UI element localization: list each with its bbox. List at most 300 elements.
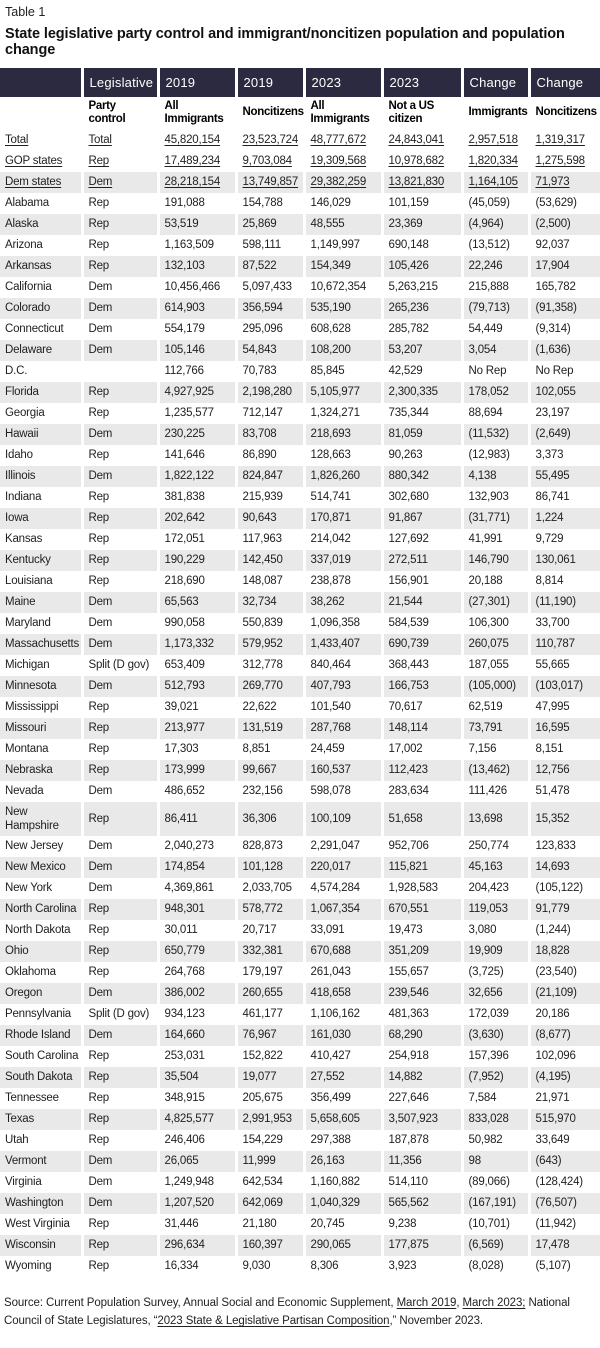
- cell-2019-noncitizens[interactable]: 13,749,857: [236, 172, 304, 193]
- cell-change-immigrants: (8,028): [462, 1256, 529, 1277]
- cell-2023-not-us-citizen: 514,110: [382, 1172, 462, 1193]
- header-2023-not-us-citizen: Not a US citizen: [382, 97, 462, 130]
- table-row: [0, 193, 600, 214]
- cell-2023-all-immigrants: 238,878: [304, 571, 382, 592]
- cell-party-control: Rep: [82, 1256, 158, 1277]
- cell-2023-not-us-citizen: 112,423: [382, 760, 462, 781]
- cell-2019-all-immigrants: 164,660: [158, 1025, 236, 1046]
- cell-change-noncitizens: 17,478: [529, 1235, 600, 1256]
- cell-2019-noncitizens[interactable]: 23,523,724: [236, 130, 304, 151]
- cell-2023-all-immigrants: 1,149,997: [304, 235, 382, 256]
- cell-2023-not-us-citizen: 880,342: [382, 466, 462, 487]
- cell-2019-noncitizens: 21,180: [236, 1214, 304, 1235]
- cell-2023-not-us-citizen: 166,753: [382, 676, 462, 697]
- cell-2023-all-immigrants: 1,106,162: [304, 1004, 382, 1025]
- cell-change-noncitizens: (91,358): [529, 298, 600, 319]
- cell-party-control: Dem: [82, 1025, 158, 1046]
- cell-2019-all-immigrants: 16,334: [158, 1256, 236, 1277]
- cell-2023-not-us-citizen: 227,646: [382, 1088, 462, 1109]
- cell-change-noncitizens: 17,904: [529, 256, 600, 277]
- cell-state[interactable]: Dem states: [5, 176, 62, 189]
- cell-2019-noncitizens: 101,128: [236, 857, 304, 878]
- cell-party-control: Dem: [82, 1172, 158, 1193]
- cell-2019-all-immigrants: 35,504: [158, 1067, 236, 1088]
- cell-2023-not-us-citizen: 3,923: [382, 1256, 462, 1277]
- cell-2019-all-immigrants: 486,652: [158, 781, 236, 802]
- cell-2023-not-us-citizen: 127,692: [382, 529, 462, 550]
- table-row: [0, 676, 600, 697]
- cell-2023-not-us-citizen: 2,300,335: [382, 382, 462, 403]
- cell-party-control: Split (D gov): [82, 1004, 158, 1025]
- table-row: [0, 878, 600, 899]
- cell-state: Missouri: [5, 722, 47, 735]
- cell-2019-noncitizens: 5,097,433: [236, 277, 304, 298]
- cell-party-control: Rep: [82, 508, 158, 529]
- cell-2023-all-immigrants: 218,693: [304, 424, 382, 445]
- cell-2019-noncitizens: 36,306: [236, 802, 304, 836]
- cell-2023-all-immigrants[interactable]: 29,382,259: [304, 172, 382, 193]
- cell-2019-noncitizens: 550,839: [236, 613, 304, 634]
- cell-2023-not-us-citizen: 42,529: [382, 361, 462, 382]
- cell-2019-all-immigrants: 650,779: [158, 941, 236, 962]
- cell-2023-all-immigrants: 410,427: [304, 1046, 382, 1067]
- cell-state: Texas: [5, 1113, 35, 1126]
- cell-2023-all-immigrants: 160,537: [304, 760, 382, 781]
- cell-2023-all-immigrants: 356,499: [304, 1088, 382, 1109]
- source-text-mid: National Council of State Legislatures, “: [4, 1297, 570, 1328]
- cell-change-immigrants: (7,952): [462, 1067, 529, 1088]
- cell-change-immigrants: (4,964): [462, 214, 529, 235]
- cell-change-immigrants: 22,246: [462, 256, 529, 277]
- cell-change-noncitizens: No Rep: [529, 361, 600, 382]
- cell-party-control: Rep: [82, 962, 158, 983]
- cell-2019-noncitizens: 642,069: [236, 1193, 304, 1214]
- cell-state: Oklahoma: [5, 966, 56, 979]
- cell-2019-noncitizens: 117,963: [236, 529, 304, 550]
- cell-change-immigrants: 41,991: [462, 529, 529, 550]
- cell-change-noncitizens: (1,636): [529, 340, 600, 361]
- cell-2023-not-us-citizen: 105,426: [382, 256, 462, 277]
- cell-2023-all-immigrants: 1,040,329: [304, 1193, 382, 1214]
- cell-2023-not-us-citizen: 265,236: [382, 298, 462, 319]
- table-row: [0, 1235, 600, 1256]
- table-row: [0, 1172, 600, 1193]
- cell-state: Kansas: [5, 533, 43, 546]
- table-row: [0, 592, 600, 613]
- cell-change-noncitizens: 51,478: [529, 781, 600, 802]
- cell-party-control: Rep: [82, 697, 158, 718]
- cell-2023-all-immigrants: 598,078: [304, 781, 382, 802]
- cell-2023-not-us-citizen: 21,544: [382, 592, 462, 613]
- source-link-march-2019[interactable]: March 2019: [396, 1297, 457, 1310]
- cell-2019-noncitizens: 824,847: [236, 466, 304, 487]
- cell-2019-all-immigrants[interactable]: 28,218,154: [158, 172, 236, 193]
- table-row: [0, 319, 600, 340]
- cell-2023-not-us-citizen: 283,634: [382, 781, 462, 802]
- cell-2023-all-immigrants: 1,324,271: [304, 403, 382, 424]
- cell-2019-all-immigrants: 39,021: [158, 697, 236, 718]
- table-row: [0, 487, 600, 508]
- cell-2023-not-us-citizen: 254,918: [382, 1046, 462, 1067]
- cell-state: North Dakota: [5, 924, 71, 937]
- source-link-partisan-composition[interactable]: 2023 State & Legislative Partisan Composition: [157, 1315, 390, 1328]
- cell-2023-not-us-citizen: 351,209: [382, 941, 462, 962]
- cell-state: Wisconsin: [5, 1239, 56, 1252]
- cell-party-control: Dem: [82, 676, 158, 697]
- cell-2019-noncitizens: 828,873: [236, 836, 304, 857]
- cell-party-control: Rep: [82, 920, 158, 941]
- cell-2023-not-us-citizen: 239,546: [382, 983, 462, 1004]
- cell-change-immigrants: 119,053: [462, 899, 529, 920]
- cell-2019-noncitizens: 86,890: [236, 445, 304, 466]
- table-row: [0, 550, 600, 571]
- cell-2023-all-immigrants: 33,091: [304, 920, 382, 941]
- cell-2023-all-immigrants: 297,388: [304, 1130, 382, 1151]
- table-row: [0, 1067, 600, 1088]
- table-row: [0, 857, 600, 878]
- cell-2019-all-immigrants: 1,249,948: [158, 1172, 236, 1193]
- table-row: [0, 1046, 600, 1067]
- cell-change-immigrants[interactable]: 2,957,518: [462, 130, 529, 151]
- cell-change-noncitizens[interactable]: 71,973: [529, 172, 600, 193]
- cell-party-control: Rep: [82, 529, 158, 550]
- cell-state: Hawaii: [5, 428, 39, 441]
- cell-change-immigrants: (11,532): [462, 424, 529, 445]
- cell-2019-all-immigrants: 190,229: [158, 550, 236, 571]
- cell-2023-all-immigrants: 608,628: [304, 319, 382, 340]
- cell-change-immigrants: 3,054: [462, 340, 529, 361]
- cell-2023-all-immigrants: 1,067,354: [304, 899, 382, 920]
- page-title: State legislative party control and immigrant/noncitizen population and population change: [5, 26, 565, 58]
- cell-2019-noncitizens: 83,708: [236, 424, 304, 445]
- cell-2019-noncitizens: 712,147: [236, 403, 304, 424]
- cell-2023-all-immigrants: 5,105,977: [304, 382, 382, 403]
- cell-change-noncitizens: (9,314): [529, 319, 600, 340]
- cell-change-noncitizens: (53,629): [529, 193, 600, 214]
- table-row: [0, 613, 600, 634]
- cell-party-control: Rep: [82, 1130, 158, 1151]
- cell-change-noncitizens: (643): [529, 1151, 600, 1172]
- cell-change-immigrants: 62,519: [462, 697, 529, 718]
- cell-2019-all-immigrants: 202,642: [158, 508, 236, 529]
- cell-state: Vermont: [5, 1155, 47, 1168]
- cell-party-control: Rep: [82, 193, 158, 214]
- cell-party-control: Rep: [82, 739, 158, 760]
- cell-change-immigrants: (6,569): [462, 1235, 529, 1256]
- cell-2023-all-immigrants: 24,459: [304, 739, 382, 760]
- header-label-row: [0, 97, 600, 130]
- cell-state[interactable]: Total: [5, 134, 29, 147]
- cell-state: Pennsylvania: [5, 1008, 72, 1021]
- cell-2019-all-immigrants: 934,123: [158, 1004, 236, 1025]
- cell-2023-all-immigrants: 146,029: [304, 193, 382, 214]
- source-text-suffix: ,” November 2023.: [389, 1315, 483, 1328]
- cell-2023-not-us-citizen: 584,539: [382, 613, 462, 634]
- cell-2023-all-immigrants: 101,540: [304, 697, 382, 718]
- cell-2019-all-immigrants: 948,301: [158, 899, 236, 920]
- cell-party-control: Rep: [82, 1235, 158, 1256]
- cell-2023-not-us-citizen: 91,867: [382, 508, 462, 529]
- cell-change-immigrants: (31,771): [462, 508, 529, 529]
- cell-change-noncitizens: 21,971: [529, 1088, 600, 1109]
- source-link-march-2023[interactable]: March 2023;: [462, 1297, 526, 1310]
- cell-state: Utah: [5, 1134, 29, 1147]
- table-row: [0, 1151, 600, 1172]
- cell-change-immigrants: 187,055: [462, 655, 529, 676]
- cell-change-immigrants: 215,888: [462, 277, 529, 298]
- cell-change-noncitizens: 14,693: [529, 857, 600, 878]
- cell-change-immigrants: 98: [462, 1151, 529, 1172]
- cell-2019-noncitizens: 598,111: [236, 235, 304, 256]
- cell-2019-all-immigrants: 30,011: [158, 920, 236, 941]
- cell-state: Rhode Island: [5, 1029, 71, 1042]
- cell-party-control[interactable]: Total: [82, 130, 158, 151]
- cell-2023-not-us-citizen: 115,821: [382, 857, 462, 878]
- table-row: [0, 634, 600, 655]
- cell-change-immigrants: No Rep: [462, 361, 529, 382]
- cell-2023-all-immigrants: 418,658: [304, 983, 382, 1004]
- cell-2023-not-us-citizen: 690,739: [382, 634, 462, 655]
- cell-party-control: Split (D gov): [82, 655, 158, 676]
- cell-2023-all-immigrants: 290,065: [304, 1235, 382, 1256]
- cell-2023-not-us-citizen: 1,928,583: [382, 878, 462, 899]
- cell-state: New Mexico: [5, 861, 66, 874]
- cell-2023-not-us-citizen: 53,207: [382, 340, 462, 361]
- cell-2019-noncitizens: 70,783: [236, 361, 304, 382]
- cell-2019-all-immigrants: 296,634: [158, 1235, 236, 1256]
- cell-2019-noncitizens: 131,519: [236, 718, 304, 739]
- cell-2023-not-us-citizen: 81,059: [382, 424, 462, 445]
- cell-change-immigrants: 260,075: [462, 634, 529, 655]
- cell-2019-all-immigrants: 86,411: [158, 802, 236, 836]
- cell-state: New Jersey: [5, 840, 64, 853]
- cell-2019-all-immigrants: 173,999: [158, 760, 236, 781]
- table-row: [0, 277, 600, 298]
- cell-2023-all-immigrants: 4,574,284: [304, 878, 382, 899]
- cell-state: California: [5, 281, 52, 294]
- table-body: [0, 130, 600, 1277]
- cell-change-immigrants: (167,191): [462, 1193, 529, 1214]
- cell-party-control: Rep: [82, 1088, 158, 1109]
- cell-change-immigrants: 3,080: [462, 920, 529, 941]
- cell-2023-all-immigrants: 1,433,407: [304, 634, 382, 655]
- cell-2019-all-immigrants: 174,854: [158, 857, 236, 878]
- cell-2023-not-us-citizen[interactable]: 24,843,041: [382, 130, 462, 151]
- cell-2019-noncitizens: 332,381: [236, 941, 304, 962]
- cell-2019-all-immigrants: 65,563: [158, 592, 236, 613]
- cell-party-control: Rep: [82, 256, 158, 277]
- cell-2019-noncitizens: 22,622: [236, 697, 304, 718]
- cell-2019-noncitizens: 461,177: [236, 1004, 304, 1025]
- cell-2019-all-immigrants[interactable]: 17,489,234: [158, 151, 236, 172]
- cell-2019-all-immigrants: 53,519: [158, 214, 236, 235]
- cell-2019-all-immigrants: 1,173,332: [158, 634, 236, 655]
- cell-change-immigrants: 250,774: [462, 836, 529, 857]
- cell-2023-all-immigrants: 8,306: [304, 1256, 382, 1277]
- cell-change-noncitizens: 515,970: [529, 1109, 600, 1130]
- cell-party-control: Rep: [82, 403, 158, 424]
- cell-state: Arizona: [5, 239, 43, 252]
- cell-party-control[interactable]: Dem: [82, 172, 158, 193]
- cell-2023-all-immigrants[interactable]: 48,777,672: [304, 130, 382, 151]
- cell-2019-noncitizens: 20,717: [236, 920, 304, 941]
- cell-change-immigrants: 111,426: [462, 781, 529, 802]
- table-row: [0, 920, 600, 941]
- cell-change-immigrants: 7,156: [462, 739, 529, 760]
- cell-change-noncitizens[interactable]: 1,319,317: [529, 130, 600, 151]
- cell-state: Iowa: [5, 512, 29, 525]
- cell-state: D.C.: [5, 365, 28, 378]
- header-group-blank: [0, 68, 82, 97]
- cell-change-immigrants[interactable]: 1,164,105: [462, 172, 529, 193]
- cell-2023-all-immigrants: 337,019: [304, 550, 382, 571]
- cell-state: Virginia: [5, 1176, 42, 1189]
- cell-2019-noncitizens: 148,087: [236, 571, 304, 592]
- cell-2023-not-us-citizen: 23,369: [382, 214, 462, 235]
- cell-state: Colorado: [5, 302, 51, 315]
- cell-2023-all-immigrants: 261,043: [304, 962, 382, 983]
- table-row: [0, 1088, 600, 1109]
- cell-2023-not-us-citizen: 51,658: [382, 802, 462, 836]
- cell-2023-all-immigrants: 840,464: [304, 655, 382, 676]
- table-row: [0, 962, 600, 983]
- cell-2023-not-us-citizen: 272,511: [382, 550, 462, 571]
- cell-change-immigrants: (105,000): [462, 676, 529, 697]
- cell-state: Alabama: [5, 197, 49, 210]
- header-group-row: [0, 68, 600, 97]
- cell-change-immigrants: 204,423: [462, 878, 529, 899]
- cell-2023-not-us-citizen: 187,878: [382, 1130, 462, 1151]
- cell-2019-noncitizens: 269,770: [236, 676, 304, 697]
- summary-row: [0, 130, 600, 151]
- cell-state[interactable]: GOP states: [5, 155, 63, 168]
- cell-2023-all-immigrants: 214,042: [304, 529, 382, 550]
- cell-2019-all-immigrants: 1,163,509: [158, 235, 236, 256]
- cell-change-noncitizens: 55,665: [529, 655, 600, 676]
- cell-change-noncitizens: 55,495: [529, 466, 600, 487]
- cell-2023-not-us-citizen: 690,148: [382, 235, 462, 256]
- cell-2023-not-us-citizen[interactable]: 13,821,830: [382, 172, 462, 193]
- cell-2019-noncitizens: 232,156: [236, 781, 304, 802]
- cell-change-noncitizens: 130,061: [529, 550, 600, 571]
- cell-state: Idaho: [5, 449, 33, 462]
- cell-2019-noncitizens: 312,778: [236, 655, 304, 676]
- cell-2023-not-us-citizen: 101,159: [382, 193, 462, 214]
- table-row: [0, 941, 600, 962]
- cell-change-immigrants: 172,039: [462, 1004, 529, 1025]
- cell-change-noncitizens: 102,096: [529, 1046, 600, 1067]
- cell-party-control: Rep: [82, 487, 158, 508]
- cell-2023-not-us-citizen: 11,356: [382, 1151, 462, 1172]
- header-state-blank: [0, 97, 82, 130]
- cell-party-control: Dem: [82, 613, 158, 634]
- cell-2019-all-immigrants: 386,002: [158, 983, 236, 1004]
- cell-2023-all-immigrants: 170,871: [304, 508, 382, 529]
- cell-party-control: Rep: [82, 445, 158, 466]
- table-row: [0, 466, 600, 487]
- cell-change-noncitizens: 16,595: [529, 718, 600, 739]
- cell-2023-all-immigrants: 100,109: [304, 802, 382, 836]
- table-row: [0, 718, 600, 739]
- table-row: [0, 1214, 600, 1235]
- cell-2019-all-immigrants[interactable]: 45,820,154: [158, 130, 236, 151]
- cell-change-noncitizens: 12,756: [529, 760, 600, 781]
- cell-change-immigrants: (45,059): [462, 193, 529, 214]
- cell-change-noncitizens: (2,649): [529, 424, 600, 445]
- cell-2019-all-immigrants: 2,040,273: [158, 836, 236, 857]
- cell-change-noncitizens: (105,122): [529, 878, 600, 899]
- cell-party-control: Dem: [82, 340, 158, 361]
- table-row: [0, 508, 600, 529]
- cell-change-noncitizens: 1,224: [529, 508, 600, 529]
- cell-state: Washington: [5, 1197, 64, 1210]
- cell-2019-all-immigrants: 141,646: [158, 445, 236, 466]
- cell-2019-noncitizens: 215,939: [236, 487, 304, 508]
- cell-change-immigrants: 157,396: [462, 1046, 529, 1067]
- cell-2023-not-us-citizen: 565,562: [382, 1193, 462, 1214]
- cell-2019-noncitizens[interactable]: 9,703,084: [236, 151, 304, 172]
- table-row: [0, 529, 600, 550]
- cell-2023-not-us-citizen: 285,782: [382, 319, 462, 340]
- cell-change-noncitizens: 15,352: [529, 802, 600, 836]
- cell-2023-all-immigrants[interactable]: 19,309,568: [304, 151, 382, 172]
- cell-change-noncitizens: 20,186: [529, 1004, 600, 1025]
- cell-state: New York: [5, 882, 52, 895]
- cell-2023-all-immigrants: 161,030: [304, 1025, 382, 1046]
- cell-2019-all-immigrants: 213,977: [158, 718, 236, 739]
- cell-2019-noncitizens: 160,397: [236, 1235, 304, 1256]
- cell-change-noncitizens[interactable]: 1,275,598: [529, 151, 600, 172]
- cell-2019-noncitizens: 579,952: [236, 634, 304, 655]
- cell-2023-not-us-citizen: 9,238: [382, 1214, 462, 1235]
- cell-party-control[interactable]: Rep: [82, 151, 158, 172]
- cell-state: New Hampshire: [5, 805, 59, 832]
- cell-state: Georgia: [5, 407, 45, 420]
- cell-change-noncitizens: (128,424): [529, 1172, 600, 1193]
- cell-2019-all-immigrants: 230,225: [158, 424, 236, 445]
- cell-2023-not-us-citizen: 17,002: [382, 739, 462, 760]
- cell-change-immigrants: (79,713): [462, 298, 529, 319]
- cell-2019-noncitizens: 11,999: [236, 1151, 304, 1172]
- cell-party-control: Dem: [82, 592, 158, 613]
- cell-change-immigrants[interactable]: 1,820,334: [462, 151, 529, 172]
- table-row: [0, 235, 600, 256]
- cell-change-noncitizens: 8,151: [529, 739, 600, 760]
- cell-change-immigrants: (3,630): [462, 1025, 529, 1046]
- cell-change-noncitizens: 47,995: [529, 697, 600, 718]
- cell-state: Maryland: [5, 617, 51, 630]
- table-row: [0, 739, 600, 760]
- cell-change-noncitizens: 33,700: [529, 613, 600, 634]
- cell-state: North Carolina: [5, 903, 77, 916]
- table-row: [0, 214, 600, 235]
- cell-change-immigrants: 20,188: [462, 571, 529, 592]
- cell-2019-all-immigrants: 4,927,925: [158, 382, 236, 403]
- cell-2019-all-immigrants: 1,207,520: [158, 1193, 236, 1214]
- header-group-2023-immigrants: 2023: [304, 68, 382, 97]
- cell-2019-all-immigrants: 191,088: [158, 193, 236, 214]
- cell-change-noncitizens: 3,373: [529, 445, 600, 466]
- cell-change-immigrants: (13,512): [462, 235, 529, 256]
- cell-change-immigrants: 54,449: [462, 319, 529, 340]
- cell-2023-not-us-citizen: 148,114: [382, 718, 462, 739]
- source-separator: ,: [456, 1297, 463, 1310]
- cell-state: Connecticut: [5, 323, 64, 336]
- cell-2023-not-us-citizen[interactable]: 10,978,682: [382, 151, 462, 172]
- cell-change-noncitizens: (5,107): [529, 1256, 600, 1277]
- table-row: [0, 836, 600, 857]
- cell-2019-noncitizens: 154,788: [236, 193, 304, 214]
